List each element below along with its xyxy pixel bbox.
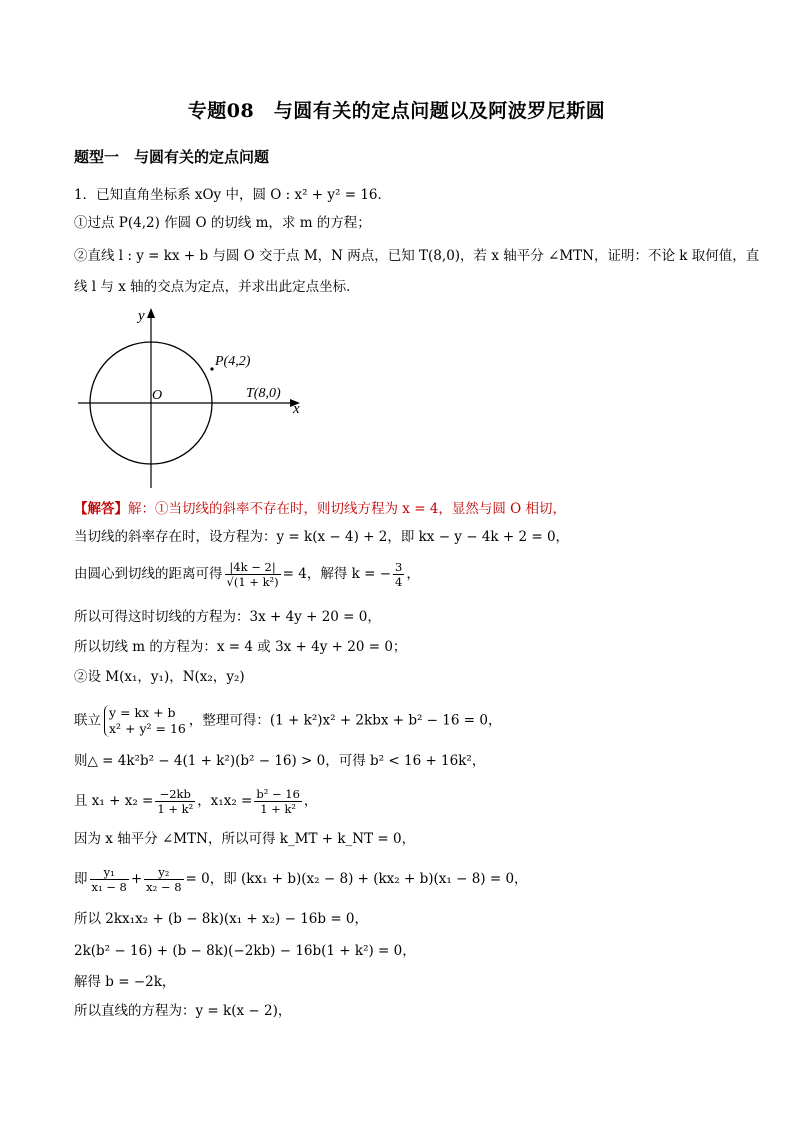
distance-numerator: |4k − 2| (225, 560, 281, 575)
system-eq-1: y = kx + b (109, 705, 176, 720)
s7-pre: 联立 (74, 712, 101, 729)
point-t-label: T(8,0) (246, 386, 281, 401)
product-numerator: b² − 16 (256, 787, 300, 801)
s3-end: ， (406, 566, 420, 582)
slope1-denominator: x₁ − 8 (91, 880, 127, 894)
distance-fraction (225, 560, 281, 589)
slope-fraction-1 (90, 865, 129, 894)
s3-mid: = 4，解得 k = − (282, 566, 392, 582)
solution-line-12: 所以 2kx₁x₂ + (b − 8k)(x₁ + x₂) − 16b = 0， (74, 911, 369, 927)
solution-line-10: 因为 x 轴平分 ∠MTN，所以可得 k_MT + k_NT = 0， (74, 831, 416, 847)
distance-denominator: √(1 + k²) (226, 575, 279, 589)
s11-pre: 即 (74, 871, 88, 887)
sum-fraction (155, 787, 195, 816)
problem-line-1: 1．已知直角坐标系 xOy 中，圆 O : x² + y² = 16． (74, 187, 391, 203)
slope2-numerator: y₂ (144, 865, 183, 880)
s9-pre: 且 x₁ + x₂ = (74, 793, 154, 809)
equation-system (104, 705, 186, 737)
solution-line-7 (74, 705, 501, 737)
s11-post: = 0，即 (kx₁ + b)(x₂ − 8) + (kx₂ + b)(x₁ − 8) = 0， (185, 871, 528, 887)
solution-line-5: 所以切线 m 的方程为：x = 4 或 3x + 4y + 20 = 0； (74, 639, 407, 655)
system-eq-2: x² + y² = 16 (109, 721, 186, 736)
solution-line-9 (74, 787, 317, 816)
problem-line-4: 线 l 与 x 轴的交点为定点，并求出此定点坐标． (74, 279, 360, 295)
circle-figure (70, 300, 310, 500)
solution-line-13: 2k(b² − 16) + (b − 8k)(−2kb) − 16b(1 + k²) = 0， (74, 943, 416, 959)
sum-numerator: −2kb (155, 787, 195, 802)
solution-line-14: 解得 b = −2k， (74, 974, 176, 990)
s3-pre: 由圆心到切线的距离可得 (74, 566, 223, 582)
k-fraction (393, 560, 404, 589)
product-denominator: 1 + k² (260, 802, 297, 816)
point-p-label: P(4,2) (215, 354, 251, 369)
origin-label: O (152, 388, 163, 403)
solution-line-3 (74, 560, 420, 589)
page-title: 专题08 与圆有关的定点问题以及阿波罗尼斯圆 (187, 100, 606, 122)
solution-line-15: 所以直线的方程为：y = k(x − 2)， (74, 1003, 292, 1019)
product-fraction (254, 787, 302, 816)
solution-line-6: ②设 M(x₁，y₁)，N(x₂，y₂) (74, 669, 245, 685)
slope1-numerator: y₁ (90, 865, 129, 880)
problem-line-2: ①过点 P(4,2) 作圆 O 的切线 m，求 m 的方程； (74, 215, 371, 231)
slope-fraction-2 (144, 865, 183, 894)
x-axis-label: x (293, 401, 300, 417)
k-denominator: 4 (395, 575, 403, 589)
section-heading: 题型一 与圆有关的定点问题 (74, 148, 270, 166)
s9-end: ， (303, 793, 318, 809)
solution-line-8: 则△ = 4k²b² − 4(1 + k²)(b² − 16) > 0，可得 b² < 16 + 16k²， (74, 753, 486, 769)
solution-text-1: 解：①当切线的斜率不存在时，则切线方程为 x = 4，显然与圆 O 相切， (128, 501, 567, 517)
y-axis-arrow (147, 308, 155, 318)
solution-line-11 (74, 865, 528, 894)
s11-plus: + (130, 871, 143, 887)
point-p (210, 367, 213, 370)
slope2-denominator: x₂ − 8 (146, 880, 182, 894)
s9-mid: ，x₁x₂ = (197, 793, 253, 809)
solution-tag: 【解答】 (74, 501, 128, 517)
k-numerator: 3 (395, 560, 403, 574)
s7-post: ，整理可得：(1 + k²)x² + 2kbx + b² − 16 = 0， (188, 712, 502, 729)
sum-denominator: 1 + k² (157, 802, 194, 816)
solution-line-2: 当切线的斜率存在时，设方程为：y = k(x − 4) + 2，即 kx − y − 4k + 2 = 0， (74, 529, 570, 545)
solution-line-4: 所以可得这时切线的方程为：3x + 4y + 20 = 0， (74, 609, 381, 625)
solution-line-1 (74, 498, 566, 520)
problem-line-3: ②直线 l : y = kx + b 与圆 O 交于点 M，N 两点，已知 T(8,0)，若 x 轴平分 ∠MTN，证明：不论 k 取何值，直 (74, 248, 760, 264)
y-axis-label: y (138, 308, 145, 324)
